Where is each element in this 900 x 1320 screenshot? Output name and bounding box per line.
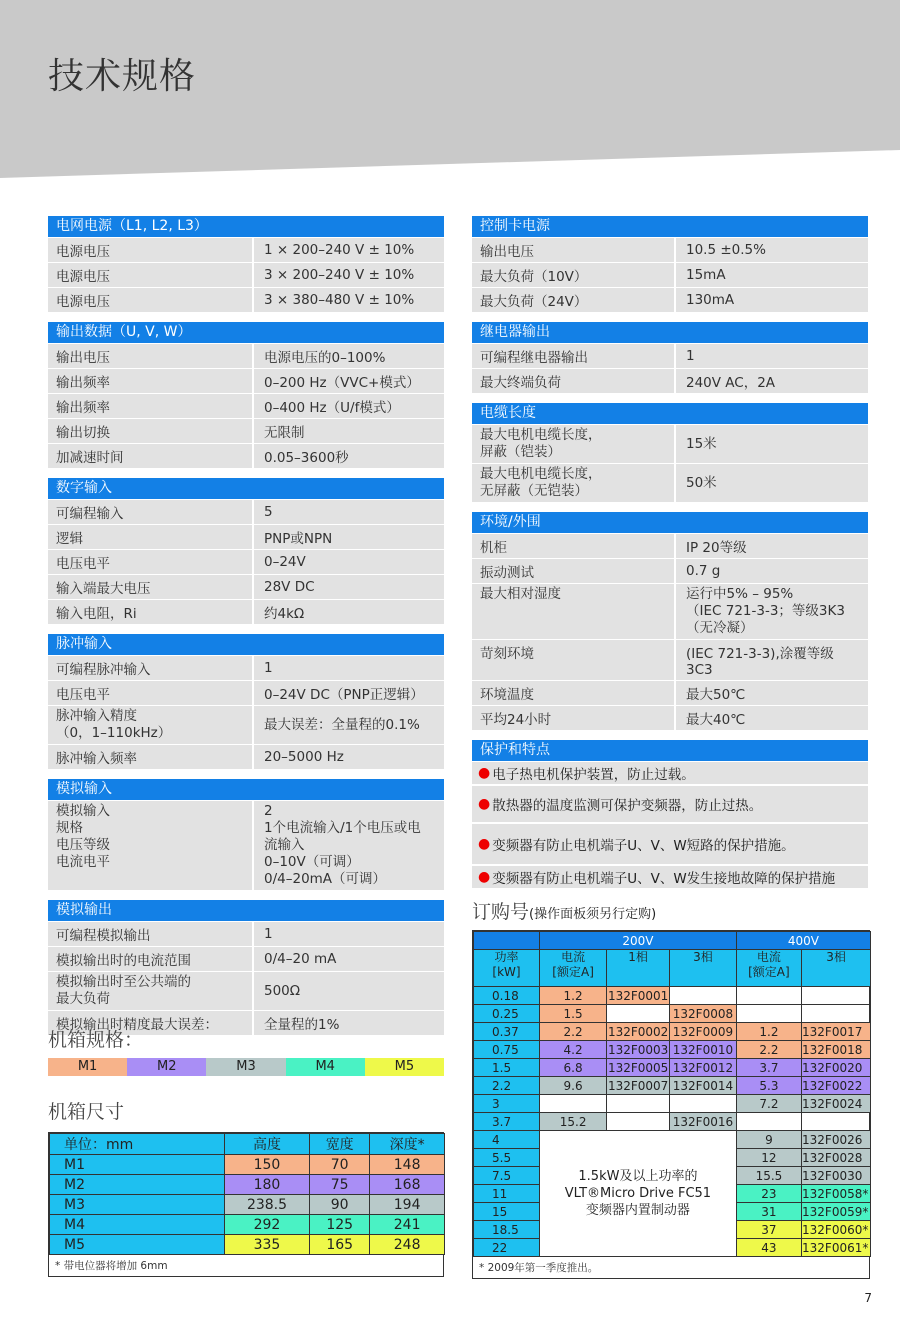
order-power-cell: 7.5 (474, 1167, 540, 1185)
order-power-cell: 0.18 (474, 987, 540, 1005)
order-subheader-cell: 3相 (802, 950, 871, 987)
spec-value: 0–400 Hz（U/f模式） (264, 400, 400, 416)
spec-key: 电压电平 (48, 681, 254, 705)
bullet-icon: ● (478, 869, 491, 885)
order-power-cell: 0.25 (474, 1005, 540, 1023)
dim-row (50, 1175, 445, 1195)
section-gap (472, 313, 868, 322)
order-cell: 1.2 (540, 987, 607, 1005)
dim-row (50, 1215, 445, 1235)
spec-key: 机柜 (472, 534, 676, 558)
dim-cell: 241 (370, 1215, 445, 1235)
spec-row (48, 238, 444, 263)
case-size-note: * 带电位器将增加 6mm (55, 1260, 168, 1272)
case-swatch: M5 (365, 1058, 444, 1076)
spec-value: 130mA (686, 292, 735, 308)
order-power-cell: 2.2 (474, 1077, 540, 1095)
order-row (474, 987, 871, 1005)
spec-row (48, 550, 444, 575)
spec-value: 1 × 200–240 V ± 10% (264, 242, 415, 258)
spec-value: 500Ω (264, 982, 301, 999)
spec-row (48, 525, 444, 550)
spec-value: 3 × 200–240 V ± 10% (264, 267, 415, 283)
spec-key: 最大终端负荷 (472, 369, 676, 393)
case-size-title: 机箱尺寸 (48, 1101, 125, 1123)
spec-key: 输出切换 (48, 419, 254, 443)
order-row (474, 1059, 871, 1077)
order-cell: 15.2 (540, 1113, 607, 1131)
dim-cell: 180 (224, 1175, 309, 1195)
order-cell: 132F0061* (802, 1239, 871, 1257)
order-power-cell: 3.7 (474, 1113, 540, 1131)
order-cell (736, 1005, 801, 1023)
dim-cell: 292 (224, 1215, 309, 1235)
order-row (474, 1077, 871, 1095)
case-spec (48, 1025, 444, 1076)
order-cell (540, 1095, 607, 1113)
order-section (472, 897, 870, 1279)
order-power-cell: 15 (474, 1203, 540, 1221)
order-cell: 31 (736, 1203, 801, 1221)
order-cell: 132F0009 (670, 1023, 737, 1041)
spec-value: 0–24V DC（PNP正逻辑） (264, 687, 424, 703)
order-cell (607, 1005, 670, 1023)
order-cell: 132F0020 (802, 1059, 871, 1077)
order-cell: 132F0016 (670, 1113, 737, 1131)
spec-key: 电源电压 (48, 263, 254, 287)
order-row (474, 1041, 871, 1059)
order-cell (802, 1005, 871, 1023)
spec-key: 输出频率 (48, 394, 254, 418)
spec-key: 脉冲输入精度 （0，1–110kHz） (48, 706, 254, 744)
section-gap (48, 313, 444, 322)
spec-value: 0–200 Hz（VVC+模式） (264, 375, 420, 391)
protection-item (472, 866, 868, 890)
spec-row (472, 464, 868, 503)
spec-key: 脉冲输入频率 (48, 745, 254, 769)
order-cell: 132F0005 (607, 1060, 669, 1075)
spec-row (472, 706, 868, 731)
dim-cell: M5 (50, 1235, 225, 1255)
order-cell: 3.7 (736, 1059, 801, 1077)
order-table-wrap (472, 930, 870, 1279)
order-cell (607, 1113, 670, 1131)
spec-key: 最大负荷（24V） (472, 288, 676, 312)
spec-value: 约4kΩ (264, 606, 305, 622)
order-cell: 132F0028 (802, 1149, 871, 1167)
order-cell: 132F0003 (607, 1042, 669, 1057)
spec-value: 0.05–3600秒 (264, 450, 349, 466)
spec-value: 电源电压的0–100% (264, 350, 386, 366)
spec-key: 可编程模拟输出 (48, 922, 254, 946)
order-cell (736, 987, 801, 1005)
dim-cell: M1 (50, 1155, 225, 1175)
case-swatch: M3 (206, 1058, 285, 1076)
order-cell: 132F0018 (802, 1041, 871, 1059)
spec-row (472, 640, 868, 681)
order-power-cell: 22 (474, 1239, 540, 1257)
spec-value: 2 1个电流输入/1个电压或电流输入 0–10V（可调） 0/4–20mA（可调） (264, 803, 421, 887)
order-header-200v: 200V (540, 932, 737, 950)
spec-key: 最大相对湿度 (472, 584, 676, 639)
order-cell: 6.8 (540, 1059, 607, 1077)
spec-row (48, 419, 444, 444)
left-section-title: 脉冲输入 (48, 634, 444, 656)
page-number: 7 (864, 1291, 872, 1305)
order-cell (607, 1095, 670, 1113)
order-subtitle: (操作面板须另行定购) (529, 907, 657, 922)
spec-row (48, 706, 444, 745)
order-table (473, 931, 871, 1257)
order-cell (736, 1113, 801, 1131)
left-section-title: 模拟输入 (48, 779, 444, 801)
right-section-title: 环境/外围 (472, 512, 868, 534)
case-size (48, 1097, 444, 1277)
dim-cell: 75 (310, 1175, 370, 1195)
order-cell: 2.2 (540, 1023, 607, 1041)
spec-row (472, 263, 868, 288)
dim-cell: 194 (370, 1195, 445, 1215)
spec-key: 可编程继电器输出 (472, 344, 676, 368)
order-cell: 132F0059* (802, 1203, 871, 1221)
left-section-title: 电网电源（L1, L2, L3） (48, 216, 444, 238)
spec-key: 振动测试 (472, 559, 676, 583)
spec-value: 1 (264, 660, 273, 676)
spec-value: 20–5000 Hz (264, 749, 344, 765)
case-swatch: M1 (48, 1058, 127, 1076)
protection-text: 变频器有防止电机端子U、V、W发生接地故障的保护措施 (492, 871, 836, 887)
spec-key: 模拟输出时至公共端的 最大负荷 (48, 972, 254, 1010)
dim-cell: 168 (370, 1175, 445, 1195)
spec-value: 0/4–20 mA (264, 951, 337, 967)
dim-cell: 238.5 (224, 1195, 309, 1215)
spec-row (472, 534, 868, 559)
protection-item (472, 786, 868, 824)
case-swatch: M2 (127, 1058, 206, 1076)
dim-cell: 150 (224, 1155, 309, 1175)
dim-row (50, 1235, 445, 1255)
spec-row (48, 344, 444, 369)
dim-header-row (50, 1134, 445, 1155)
order-row (474, 1095, 871, 1113)
spec-row (472, 344, 868, 369)
protection-item (472, 762, 868, 786)
order-header-row (474, 932, 871, 950)
order-row (474, 1005, 871, 1023)
spec-row (48, 575, 444, 600)
spec-row (472, 681, 868, 706)
bullet-icon: ● (478, 836, 491, 852)
order-footnote: * 2009年第一季度推出。 (479, 1262, 599, 1274)
spec-row (472, 584, 868, 640)
spec-value: 最大误差：全量程的0.1% (264, 716, 420, 733)
order-subheader-cell: 3相 (670, 950, 737, 987)
dim-cell: M2 (50, 1175, 225, 1195)
order-power-cell: 0.75 (474, 1041, 540, 1059)
order-cell: 2.2 (736, 1041, 801, 1059)
order-cell: 1.2 (736, 1023, 801, 1041)
spec-key: 逻辑 (48, 525, 254, 549)
dim-header-cell: 单位：mm (50, 1134, 225, 1155)
order-cell: 9.6 (540, 1077, 607, 1095)
order-cell: 37 (736, 1221, 801, 1239)
spec-value: 0–24V (264, 554, 306, 570)
order-subheader-cell: 电流 [额定A] (736, 950, 801, 987)
order-cell (670, 987, 737, 1005)
spec-key: 输入端最大电压 (48, 575, 254, 599)
order-row (474, 1023, 871, 1041)
protection-text: 散热器的温度监测可保护变频器，防止过热。 (492, 798, 763, 814)
spec-value: 运行中5% – 95% （IEC 721-3-3；等级3K3 （无冷凝） (686, 586, 845, 636)
spec-row (48, 922, 444, 947)
spec-row (48, 263, 444, 288)
section-gap (48, 625, 444, 634)
order-cell: 12 (736, 1149, 801, 1167)
dim-cell: 90 (310, 1195, 370, 1215)
spec-value: 0.7 g (686, 563, 721, 579)
case-color-bar (48, 1058, 444, 1076)
order-cell: 9 (736, 1131, 801, 1149)
right-section-title: 电缆长度 (472, 403, 868, 425)
spec-key: 输出频率 (48, 369, 254, 393)
spec-row (48, 500, 444, 525)
order-cell: 15.5 (736, 1167, 801, 1185)
case-size-table (49, 1133, 445, 1255)
dim-cell: 70 (310, 1155, 370, 1175)
dim-cell: 248 (370, 1235, 445, 1255)
order-header-cell (474, 932, 540, 950)
spec-value: 5 (264, 504, 273, 520)
spec-row (472, 238, 868, 263)
spec-row (48, 801, 444, 891)
order-title: 订购号 (472, 901, 530, 923)
order-subheader-cell: 1相 (607, 950, 670, 987)
order-power-cell: 5.5 (474, 1149, 540, 1167)
spec-value: 15mA (686, 267, 726, 283)
spec-value: 240V AC，2A (686, 375, 776, 391)
order-power-cell: 0.37 (474, 1023, 540, 1041)
spec-value: 最大50℃ (686, 687, 746, 703)
spec-key: 最大负荷（10V） (472, 263, 676, 287)
dim-cell: M4 (50, 1215, 225, 1235)
dim-header-cell: 深度* (370, 1134, 445, 1155)
order-cell: 5.3 (736, 1077, 801, 1095)
bullet-icon: ● (478, 765, 491, 781)
page-title: 技术规格 (48, 56, 197, 97)
spec-value: (IEC 721-3-3),涂覆等级3C3 (686, 646, 834, 678)
order-cell: 132F0012 (670, 1059, 737, 1077)
right-section-title: 继电器输出 (472, 322, 868, 344)
dim-cell: M3 (50, 1195, 225, 1215)
order-cell: 132F0007 (607, 1078, 669, 1093)
spec-row (48, 394, 444, 419)
order-power-cell: 3 (474, 1095, 540, 1113)
spec-row (48, 681, 444, 706)
order-cell: 4.2 (540, 1041, 607, 1059)
order-cell: 43 (736, 1239, 801, 1257)
protection-item (472, 824, 868, 866)
bullet-icon: ● (478, 796, 491, 812)
order-subheader-row (474, 950, 871, 987)
dim-row (50, 1155, 445, 1175)
spec-value: PNP或NPN (264, 531, 333, 547)
spec-key: 电压电平 (48, 550, 254, 574)
spec-value: 28V DC (264, 579, 315, 595)
order-subheader-cell: 功率 [kW] (474, 950, 540, 987)
order-power-cell: 1.5 (474, 1059, 540, 1077)
protection-title: 保护和特点 (472, 740, 868, 762)
order-cell: 132F0017 (802, 1023, 871, 1041)
section-gap (472, 503, 868, 512)
spec-row (472, 369, 868, 394)
spec-value: 无限制 (264, 425, 305, 441)
order-cell: 132F0030 (802, 1167, 871, 1185)
order-header-400v: 400V (736, 932, 870, 950)
spec-key: 电源电压 (48, 238, 254, 262)
order-cell: 132F0001 (607, 988, 669, 1003)
right-column (472, 216, 868, 890)
left-section-title: 数字输入 (48, 478, 444, 500)
spec-row (48, 444, 444, 469)
order-cell (802, 1113, 871, 1131)
spec-value: 1 (264, 926, 273, 942)
spec-key: 最大电机电缆长度， 无屏蔽（无铠装） (472, 464, 676, 502)
section-gap (48, 891, 444, 900)
order-cell: 23 (736, 1185, 801, 1203)
spec-row (48, 947, 444, 972)
spec-key: 最大电机电缆长度， 屏蔽（铠装） (472, 425, 676, 463)
order-cell: 132F0058* (802, 1185, 871, 1203)
spec-key: 输出电压 (48, 344, 254, 368)
dim-cell: 335 (224, 1235, 309, 1255)
spec-value: IP 20等级 (686, 540, 747, 556)
dim-cell: 148 (370, 1155, 445, 1175)
order-cell: 132F0008 (670, 1005, 737, 1023)
spec-value: 15米 (686, 435, 717, 452)
spec-value: 1 (686, 348, 695, 364)
order-row (474, 1113, 871, 1131)
protection-text: 电子热电机保护装置，防止过载。 (492, 767, 695, 783)
order-cell: 132F0002 (607, 1024, 669, 1039)
spec-key: 输入电阻，Ri (48, 600, 254, 624)
spec-value: 最大40℃ (686, 712, 746, 728)
spec-row (48, 972, 444, 1011)
case-size-table-wrap (48, 1132, 444, 1277)
spec-key: 平均24小时 (472, 706, 676, 730)
spec-key: 可编程脉冲输入 (48, 656, 254, 680)
order-cell: 132F0024 (802, 1095, 871, 1113)
spec-key: 模拟输出时的电流范围 (48, 947, 254, 971)
section-gap (472, 731, 868, 740)
spec-row (48, 600, 444, 625)
order-row (474, 1131, 871, 1149)
order-power-cell: 18.5 (474, 1221, 540, 1239)
spec-row (472, 559, 868, 584)
order-cell: 7.2 (736, 1095, 801, 1113)
order-cell: 132F0014 (670, 1077, 737, 1095)
spec-row (472, 288, 868, 313)
spec-value: 50米 (686, 474, 717, 491)
spec-value: 10.5 ±0.5% (686, 242, 766, 258)
dim-row (50, 1195, 445, 1215)
order-cell: 132F0060* (802, 1221, 871, 1239)
spec-key: 可编程输入 (48, 500, 254, 524)
case-swatch: M4 (286, 1058, 365, 1076)
dim-cell: 165 (310, 1235, 370, 1255)
spec-value: 3 × 380–480 V ± 10% (264, 292, 415, 308)
protection-text: 变频器有防止电机端子U、V、W短路的保护措施。 (492, 838, 795, 854)
spec-key: 电源电压 (48, 288, 254, 312)
order-cell: 1.5 (540, 1005, 607, 1023)
spec-key: 模拟输入 规格 电压等级 电流电平 (48, 801, 254, 890)
order-power-cell: 4 (474, 1131, 540, 1149)
spec-row (472, 425, 868, 464)
order-subheader-cell: 电流 [额定A] (540, 950, 607, 987)
spec-key: 输出电压 (472, 238, 676, 262)
spec-value: 全量程的1% (264, 1017, 340, 1033)
order-cell: 132F0026 (802, 1131, 871, 1149)
order-merged-note: 1.5kW及以上功率的 VLT®Micro Drive FC51 变频器内置制动器 (540, 1131, 737, 1257)
order-cell: 132F0022 (802, 1077, 871, 1095)
order-cell (670, 1095, 737, 1113)
dim-header-cell: 宽度 (310, 1134, 370, 1155)
left-section-title: 输出数据（U, V, W） (48, 322, 444, 344)
spec-row (48, 369, 444, 394)
order-cell: 132F0010 (670, 1041, 737, 1059)
spec-row (48, 656, 444, 681)
section-gap (48, 469, 444, 478)
section-gap (48, 770, 444, 779)
section-gap (472, 394, 868, 403)
spec-row (48, 288, 444, 313)
order-power-cell: 11 (474, 1185, 540, 1203)
spec-key: 苛刻环境 (472, 640, 676, 680)
order-cell (802, 987, 871, 1005)
case-spec-title: 机箱规格： (48, 1029, 144, 1051)
dim-cell: 125 (310, 1215, 370, 1235)
spec-key: 模拟输出时精度最大误差： (48, 1011, 254, 1035)
spec-key: 环境温度 (472, 681, 676, 705)
right-section-title: 控制卡电源 (472, 216, 868, 238)
dim-header-cell: 高度 (224, 1134, 309, 1155)
left-section-title: 模拟输出 (48, 900, 444, 922)
left-column (48, 216, 444, 1036)
spec-key: 加减速时间 (48, 444, 254, 468)
spec-row (48, 745, 444, 770)
